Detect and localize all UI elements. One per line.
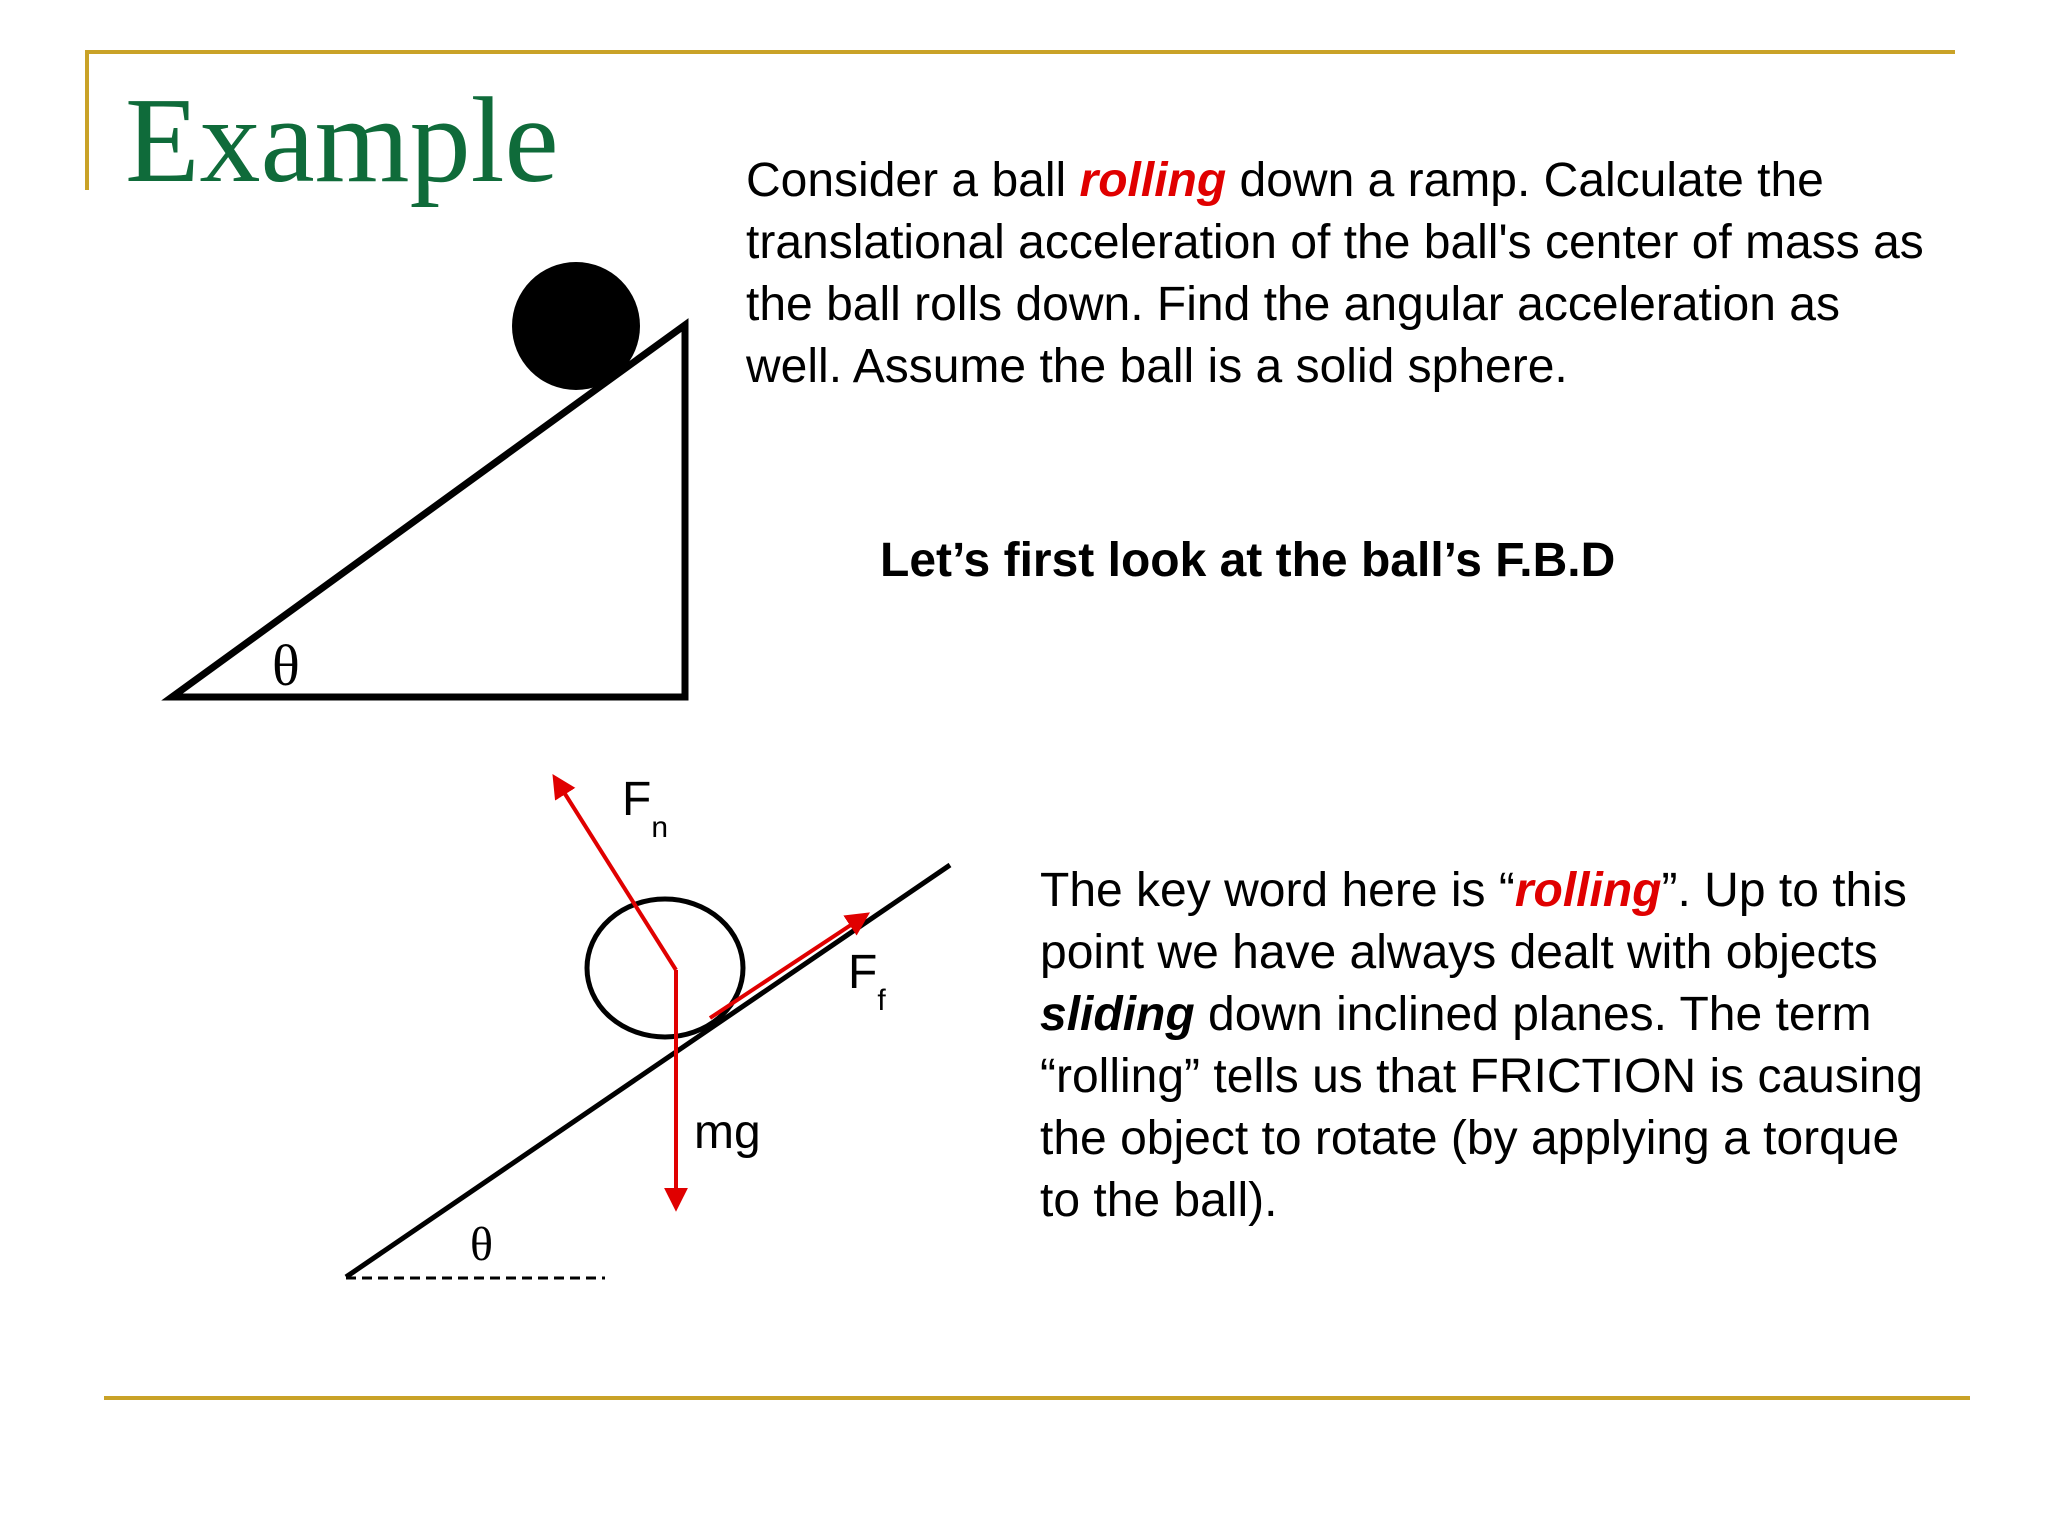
fbd-lead-in: Let’s first look at the ball’s F.B.D	[880, 534, 1616, 587]
ball	[512, 262, 640, 390]
fbd-diagram	[346, 773, 950, 1278]
explanation-part-3: down inclined planes. The term “rolling” tells us that FRICTION is causing the object to rotate (by applying a torque to the ball).	[1040, 988, 1923, 1227]
problem-text-post: down a ramp. Calculate the translational acceleration of the ball's center of mass as the ball rolls down. Find the angular acceleration as well. Assume the ball is a solid sphere.	[746, 154, 1924, 393]
friction-force-label	[848, 946, 886, 1017]
slide-title: Example	[125, 73, 559, 208]
friction-force-symbol: F	[848, 946, 878, 999]
normal-force-arrow	[555, 778, 676, 970]
problem-emphasis-rolling: rolling	[1079, 154, 1227, 207]
normal-force-symbol: F	[622, 773, 652, 826]
normal-force-label	[622, 773, 668, 844]
problem-text-pre: Consider a ball	[746, 154, 1080, 207]
weight-label: mg	[694, 1106, 761, 1159]
explanation-part-1: The key word here is “	[1040, 864, 1515, 917]
explanation-emphasis-rolling: rolling	[1514, 864, 1662, 917]
normal-force-subscript: n	[651, 811, 669, 844]
explanation-part-2: ”. Up to this point we have always dealt with objects	[1040, 864, 1907, 979]
ramp-diagram	[172, 262, 685, 698]
ball-outline	[587, 899, 743, 1037]
explanation-emphasis-sliding: sliding	[1040, 988, 1195, 1041]
friction-force-subscript: f	[877, 984, 886, 1017]
fbd-angle-label: θ	[470, 1218, 493, 1271]
ramp-angle-label: θ	[272, 633, 300, 698]
